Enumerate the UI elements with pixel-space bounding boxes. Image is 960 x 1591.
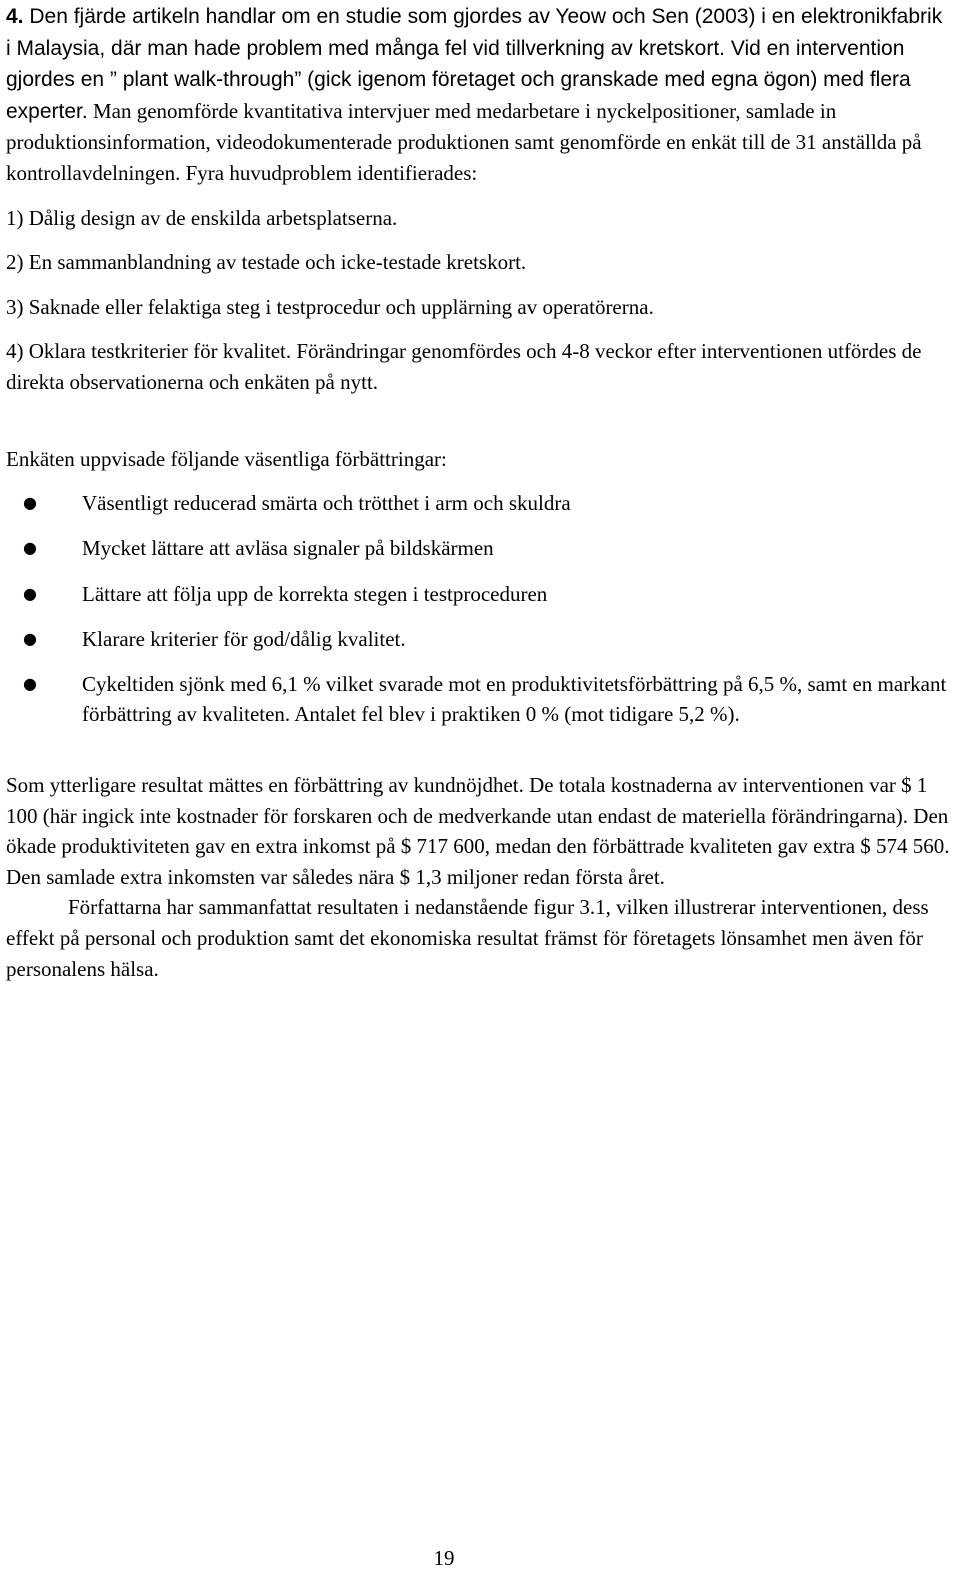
page-number: 19 (433, 1546, 455, 1570)
bullet-icon: ● (23, 493, 37, 513)
list-item-text: Cykeltiden sjönk med 6,1 % vilket svarade mot en produktivitetsförbättring på 6,5 %, samt en markant förbättring av kvaliteten. Antalet fel blev i praktiken 0 % (mot tidigare 5,2 %). (82, 671, 947, 727)
list-item (6, 488, 951, 519)
problem-3: 3) Saknade eller felaktiga steg i testprocedur och upplärning av operatörerna. (6, 294, 654, 319)
list-item (6, 533, 951, 564)
list-item (6, 624, 951, 655)
list-item-text: Lättare att följa upp de korrekta stegen i testproceduren (82, 581, 548, 606)
bullet-icon: ● (23, 538, 37, 558)
bullet-icon: ● (23, 673, 37, 693)
document-page (6, 0, 951, 984)
summary-paragraph: Författarna har sammanfattat resultaten i nedanstående figur 3.1, vilken illustrerar interventionen, dess effekt på personal och produktion samt det ekonomiska resultat främst för företagets lönsamhet men även för personalens hälsa. (6, 895, 929, 981)
bullet-icon: ● (23, 628, 37, 648)
problem-4: 4) Oklara testkriterier för kvalitet. Förändringar genomfördes och 4-8 veckor efter interventionen utfördes de direkta observationerna och enkäten på nytt. (6, 339, 922, 394)
bullet-icon: ● (23, 583, 37, 603)
intro-serif-text: Man genomförde kvantitativa intervjuer med medarbetare i nyckelpositioner, samlade in produktionsinformation, videodokumenterade produktionen samt genomförde en enkät till de 31 anställda på kontrollavdelningen. Fyra huvudproblem identifierades: (6, 98, 922, 185)
section-4-intro (6, 0, 951, 189)
improvement-list (6, 488, 951, 730)
results-paragraph: Som ytterligare resultat mättes en förbättring av kundnöjdhet. De totala kostnaderna av interventionen var $ 1 100 (här ingick inte kostnader för forskaren och de medverkande utan endast de materiella förändringarna). Den ökade produktiviteten gav en extra inkomst på $ 717 600, medan den förbättrade kvaliteten gav extra $ 574 560. Den samlade extra inkomsten var således nära $ 1,3 miljoner redan första året. (6, 773, 950, 889)
survey-intro: Enkäten uppvisade följande väsentliga förbättringar: (6, 446, 447, 471)
problem-1: 1) Dålig design av de enskilda arbetsplatserna. (6, 205, 398, 230)
problem-2: 2) En sammanblandning av testade och icke-testade kretskort. (6, 250, 527, 275)
list-item-text: Klarare kriterier för god/dålig kvalitet. (82, 626, 406, 651)
list-item-text: Väsentligt reducerad smärta och trötthet i arm och skuldra (82, 491, 571, 516)
list-item (6, 579, 951, 610)
list-item (6, 669, 951, 730)
intro-sans-text: Den fjärde artikeln handlar om en studie som gjordes av Yeow och Sen (2003) i en elektronikfabrik i Malaysia, där man hade problem med många fel vid tillverkning av kretskort. Vid en intervention gjordes en ” plant walk-through” (gick igenom företaget och granskade med egna ögon) med flera experter. (6, 5, 943, 123)
section-number: 4. (6, 5, 24, 28)
list-item-text: Mycket lättare att avläsa signaler på bildskärmen (82, 536, 494, 561)
